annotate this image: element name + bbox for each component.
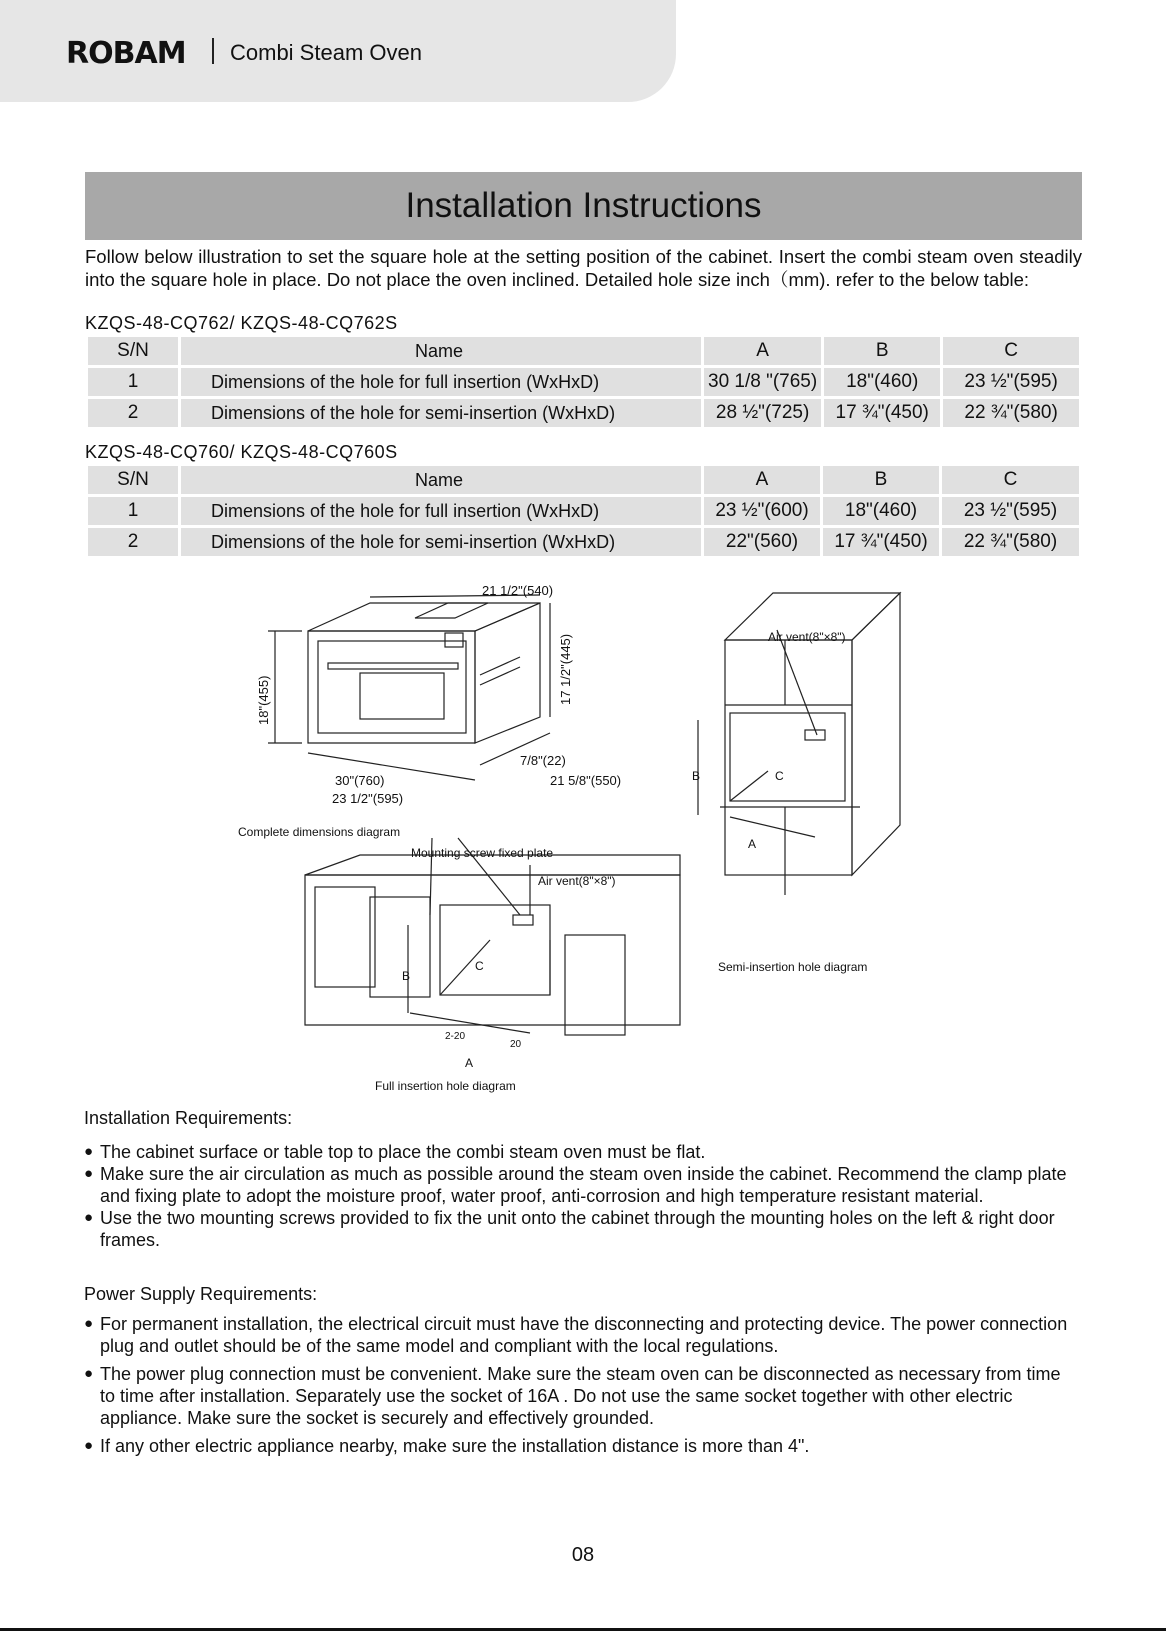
table-row [88,528,1079,556]
power-requirements-title: Power Supply Requirements: [84,1284,318,1304]
semi-b-label: B [692,769,701,783]
cell-c: 23 ½"(595) [943,368,1079,396]
gap-label-1: 2-20 [445,1031,466,1042]
intro-text: Follow below illustration to set the square hole at the setting position of the cabinet. Insert the combi steam oven steadily into the square hole in place. Do not place the oven inclined. Detailed hole size inch（mm). refer to the below table: [85,246,1082,290]
cell-name: Dimensions of the hole for full insertion (WxHxD) [181,368,701,396]
oven-body-width-label: 23 1/2"(595) [332,791,404,806]
table-row [88,497,1079,525]
brand-logo: ROBAM [66,36,186,71]
cell-b: 18"(460) [823,497,939,525]
header-c: C [942,466,1079,494]
product-name: Combi Steam Oven [230,40,422,65]
cell-a: 30 1/8 "(765) [704,368,821,396]
installation-requirements-list [84,1141,1074,1251]
cell-c: 22 ¾"(580) [942,528,1079,556]
air-vent-semi-label: Air vent(8"×8") [768,630,846,644]
list-item: ● The cabinet surface or table top to place the combi steam oven must be flat. [84,1141,1074,1163]
model-label-2: KZQS-48-CQ760/ KZQS-48-CQ760S [85,442,398,462]
mounting-plate-label: Mounting screw fixed plate [411,846,554,860]
cell-name: Dimensions of the hole for semi-insertion (WxHxD) [181,528,701,556]
header-divider [212,38,214,64]
installation-diagrams [220,585,940,1100]
oven-front-width-label: 30"(760) [335,773,385,788]
full-a-label: A [465,1056,474,1070]
cell-sn: 1 [88,497,178,525]
cell-name: Dimensions of the hole for semi-insertion (WxHxD) [181,399,701,427]
header-name: Name [181,466,701,494]
footer-rule [0,1628,1166,1631]
header-name: Name [181,337,701,365]
header-b: B [823,466,939,494]
semi-c-label: C [775,769,784,783]
cell-a: 28 ½"(725) [704,399,821,427]
cell-b: 17 ¾"(450) [823,528,939,556]
table-header-row [88,337,1079,365]
door-depth-label: 7/8"(22) [520,753,566,768]
oven-height-right-label: 17 1/2"(445) [558,633,573,705]
semi-insertion-caption: Semi-insertion hole diagram [718,960,868,974]
power-requirements-list [84,1313,1074,1457]
cell-sn: 1 [88,368,178,396]
header-sn: S/N [88,466,178,494]
table-row [88,399,1079,427]
list-item: ● For permanent installation, the electrical circuit must have the disconnecting and protecting device. The power connection plug and outlet should be of the same model and compliant with the local regulations. [84,1313,1074,1357]
header-a: A [704,466,820,494]
header-c: C [943,337,1079,365]
page-number: 08 [571,1544,595,1566]
page-title: Installation Instructions [85,172,1082,240]
model-label-1: KZQS-48-CQ762/ KZQS-48-CQ762S [85,313,398,333]
cell-b: 17 ¾"(450) [824,399,940,427]
cell-a: 22"(560) [704,528,820,556]
header-a: A [704,337,821,365]
cell-sn: 2 [88,399,178,427]
list-item: ● Use the two mounting screws provided to fix the unit onto the cabinet through the mounting holes on the left & right door frames. [84,1207,1074,1251]
full-b-label: B [402,969,411,983]
oven-depth-label: 21 5/8"(550) [550,773,622,788]
list-item: ● Make sure the air circulation as much as possible around the steam oven inside the cabinet. Recommend the clamp plate and fixing plate to adopt the moisture proof, water proof, anti-corrosion and high temperature resistant material. [84,1163,1074,1207]
cell-c: 23 ½"(595) [942,497,1079,525]
dimensions-table-2 [85,463,1082,559]
cell-a: 23 ½"(600) [704,497,820,525]
installation-requirements-title: Installation Requirements: [84,1108,293,1128]
full-insertion-counter [305,838,680,1035]
complete-dimensions-caption: Complete dimensions diagram [238,825,401,839]
list-item: ● If any other electric appliance nearby, make sure the installation distance is more than 4". [84,1435,1074,1457]
full-c-label: C [475,959,484,973]
cell-b: 18"(460) [824,368,940,396]
list-item: ● The power plug connection must be convenient. Make sure the steam oven can be disconnected as necessary from time to time after installation. Separately use the socket of 16A . Do not use the same socket together with other electric appliance. Make sure the socket is securely and effectively grounded. [84,1363,1074,1429]
cell-name: Dimensions of the hole for full insertion (WxHxD) [181,497,701,525]
cell-sn: 2 [88,528,178,556]
air-vent-full-label: Air vent(8"×8") [538,874,616,888]
full-insertion-caption: Full insertion hole diagram [375,1079,516,1093]
cell-c: 22 ¾"(580) [943,399,1079,427]
gap-label-2: 20 [510,1039,522,1050]
semi-a-label: A [748,837,757,851]
table-header-row [88,466,1079,494]
header-b: B [824,337,940,365]
oven-height-left-label: 18"(455) [256,675,271,725]
oven-illustration [268,595,550,780]
header-sn: S/N [88,337,178,365]
table-row [88,368,1079,396]
oven-width-top-label: 21 1/2"(540) [482,585,554,598]
dimensions-table-1 [85,334,1082,430]
